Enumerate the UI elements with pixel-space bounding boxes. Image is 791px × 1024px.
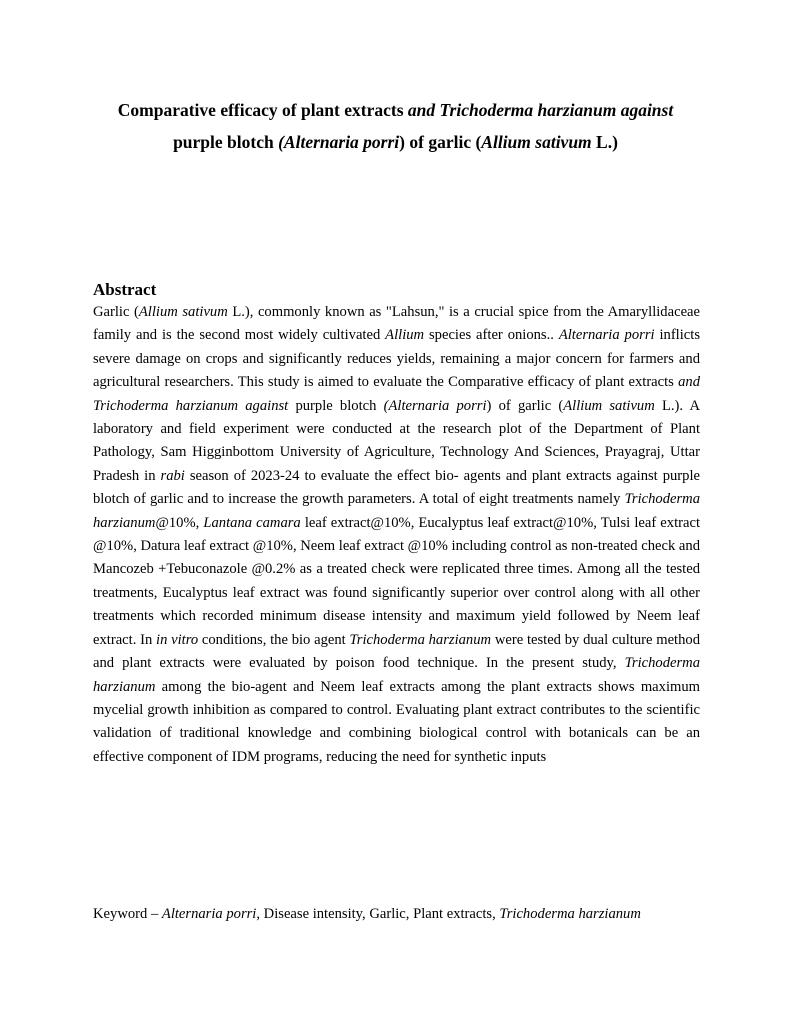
title-line-1 bbox=[60, 94, 731, 126]
text-segment: L.), commonly known as "Lahsun," is a crucial spice from the Amaryllidaceae family and is the second most widely cultivated bbox=[93, 304, 700, 344]
text-segment: season of 2023-24 to evaluate the effect bio- agents and plant extracts against purple blotch of garlic and to increase the growth parameters. A total of eight treatments namely bbox=[93, 467, 700, 508]
abstract-body bbox=[93, 301, 700, 769]
title-italic-text: and Trichoderma harzianum against bbox=[407, 100, 674, 120]
title-line-2 bbox=[60, 126, 731, 158]
keywords-text bbox=[93, 906, 641, 922]
italic-text-segment: Trichoderma harzianum bbox=[93, 655, 700, 695]
paper-title bbox=[60, 94, 731, 158]
keywords-line bbox=[93, 903, 713, 925]
text-segment: L.). A laboratory and field experiment were conducted at the research plot of the Department of Plant Pathology, Sam Higginbottom University of Agriculture, Technology And Sciences, Prayagraj, Uttar Pradesh in bbox=[93, 397, 700, 484]
italic-text-segment: Allium bbox=[385, 327, 425, 344]
italic-text-segment: Alternaria porri bbox=[161, 906, 257, 922]
italic-text-segment: rabi bbox=[160, 467, 185, 484]
text-segment: ) of garlic ( bbox=[486, 397, 564, 414]
title-text: purple blotch bbox=[173, 132, 279, 152]
text-segment: leaf extract@10%, Eucalyptus leaf extract@10%, Tulsi leaf extract @10%, Datura leaf extract @10%, Neem leaf extract @10% including control as non-treated check and Mancozeb +Tebuconazole @0.2% as a treated check were replicated three times. Among all the tested treatments, Eucalyptus leaf extract was found significantly superior over control along with all other treatments which recorded minimum disease intensity and maximum yield followed by Neem leaf extract. In bbox=[93, 514, 700, 648]
text-segment: purple blotch bbox=[288, 397, 384, 414]
text-segment: were tested by dual culture method and plant extracts were evaluated by poison food technique. In the present study, bbox=[93, 631, 701, 672]
text-segment: Keyword – bbox=[93, 906, 162, 922]
title-text: ) of garlic ( bbox=[399, 132, 482, 152]
italic-text-segment: Trichoderma harzianum bbox=[349, 631, 492, 648]
text-segment: species after onions.. bbox=[424, 327, 559, 344]
italic-text-segment: Lantana camara bbox=[203, 514, 301, 531]
title-text: Comparative efficacy of plant extracts bbox=[117, 100, 408, 120]
italic-text-segment: Trichoderma harzianum bbox=[93, 491, 700, 531]
italic-text-segment: Alternaria porri bbox=[558, 327, 655, 344]
text-segment: among the bio-agent and Neem leaf extracts among the plant extracts shows maximum mycelial growth inhibition as compared to control. Evaluating plant extract contributes to the scientific validation of traditional knowledge and combining biological control with botanicals can be an effective component of IDM programs, reducing the need for synthetic inputs bbox=[93, 678, 700, 765]
text-segment: conditions, the bio agent bbox=[198, 631, 350, 648]
text-segment: Garlic ( bbox=[93, 304, 139, 320]
text-segment: , Disease intensity, Garlic, Plant extracts, bbox=[256, 906, 500, 922]
italic-text-segment: Allium sativum bbox=[563, 397, 655, 414]
title-text: L.) bbox=[591, 132, 618, 152]
text-segment: inflicts severe damage on crops and significantly reduces yields, remaining a major concern for farmers and agricultural researchers. This study is aimed to evaluate the Comparative efficacy of plant extracts bbox=[93, 327, 701, 391]
italic-text-segment: Allium sativum bbox=[138, 304, 228, 320]
title-italic-text: Allium sativum bbox=[481, 132, 592, 152]
abstract-paragraph bbox=[93, 301, 700, 769]
abstract-heading: Abstract bbox=[93, 280, 157, 299]
italic-text-segment: Trichoderma harzianum bbox=[499, 906, 641, 922]
italic-text-segment: (Alternaria porri bbox=[383, 397, 487, 414]
title-italic-text: (Alternaria porri bbox=[278, 132, 400, 152]
text-segment: @10%, bbox=[155, 514, 204, 531]
italic-text-segment: in vitro bbox=[156, 631, 199, 648]
italic-text-segment: and Trichoderma harzianum against bbox=[93, 374, 700, 414]
